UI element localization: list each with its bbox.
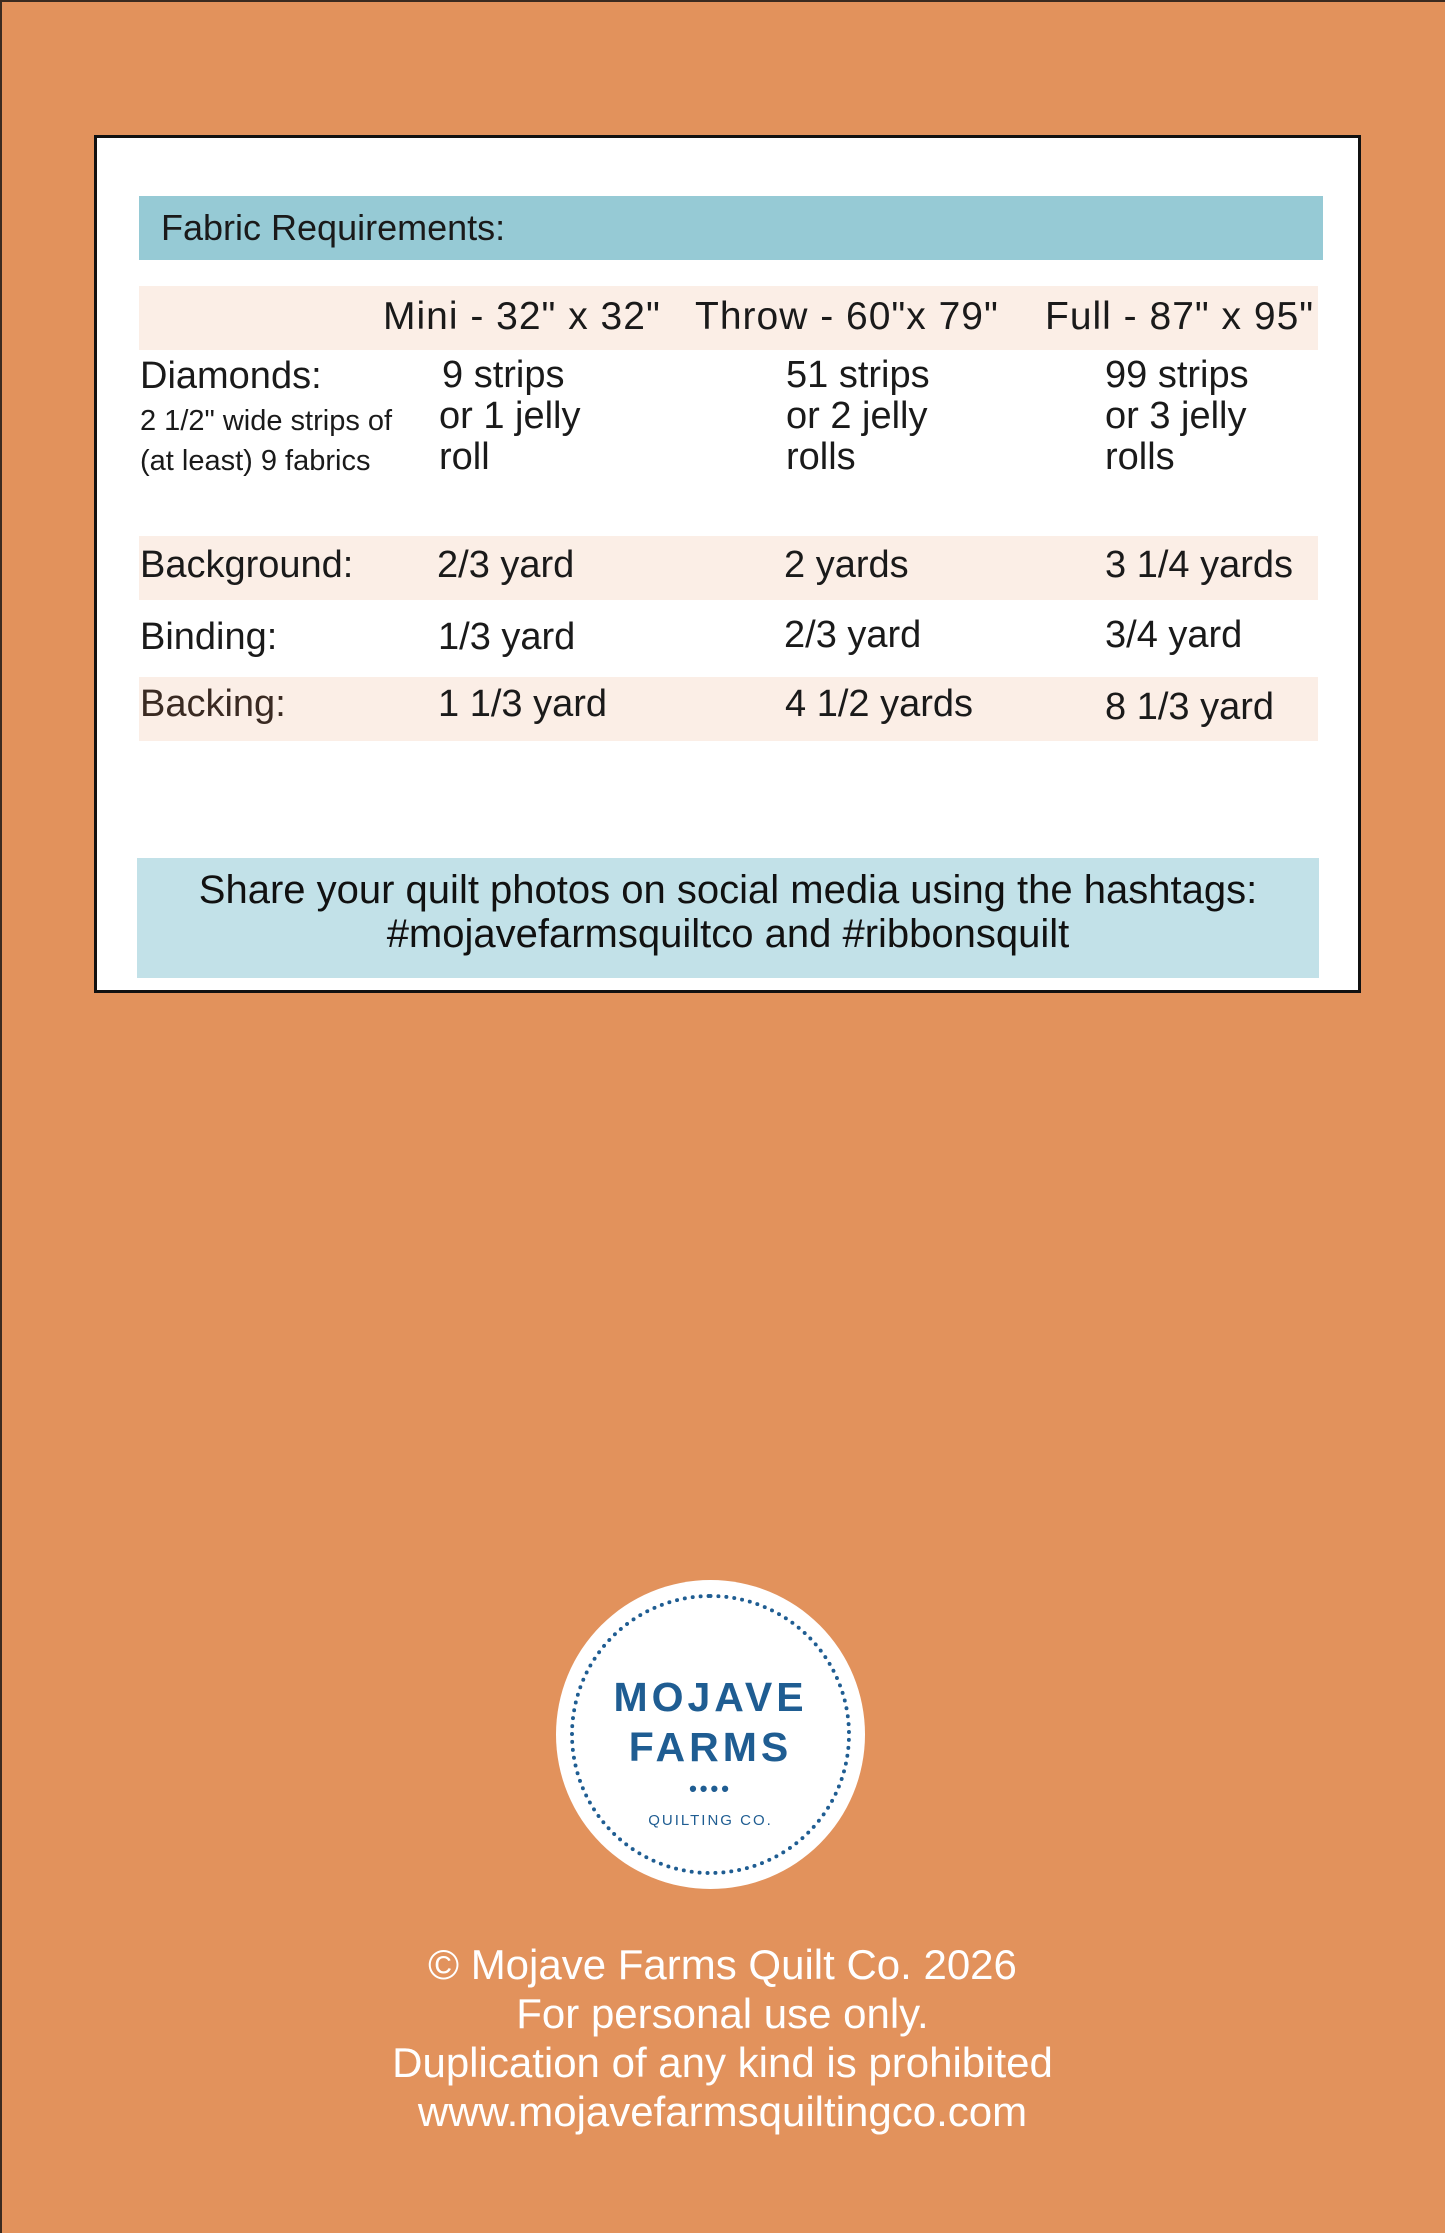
diamonds-sublabel: 2 1/2" wide strips of (at least) 9 fabrics — [140, 405, 393, 477]
diamonds-mini-line3: roll — [439, 436, 490, 478]
footer-copyright: © Mojave Farms Quilt Co. 2026 — [428, 1941, 1017, 1988]
diamonds-throw-line3: rolls — [786, 436, 856, 478]
share-line-2: #mojavefarmsquiltco and #ribbonsquilt — [386, 912, 1070, 956]
background-mini: 2/3 yard — [437, 544, 575, 586]
binding-throw: 2/3 yard — [784, 614, 922, 656]
binding-row — [139, 608, 1318, 672]
binding-label: Binding: — [140, 616, 278, 658]
footer-personal-use: For personal use only. — [516, 1990, 929, 2037]
mojave-farms-logo — [556, 1580, 865, 1889]
page-edge-left — [0, 0, 2, 2233]
footer — [0, 1940, 1445, 2136]
diamonds-mini-line2: or 1 jelly — [439, 395, 581, 437]
fabric-requirements-card — [94, 135, 1361, 993]
backing-row — [139, 677, 1318, 741]
share-hashtags-banner — [137, 858, 1319, 978]
background-row — [139, 536, 1318, 600]
size-throw: Throw - 60"x 79" — [695, 295, 999, 338]
background-full: 3 1/4 yards — [1105, 544, 1293, 586]
size-mini: Mini - 32" x 32" — [383, 295, 661, 338]
logo-dots: •••• — [689, 1776, 732, 1801]
diamonds-full-line3: rolls — [1105, 436, 1175, 478]
share-line-1: Share your quilt photos on social media using the hashtags: — [198, 868, 1258, 912]
fabric-requirements-header: Fabric Requirements: — [139, 196, 1323, 260]
logo-line-quilting-co: QUILTING CO. — [648, 1812, 773, 1829]
footer-duplication: Duplication of any kind is prohibited — [392, 2039, 1053, 2086]
size-full: Full - 87" x 95" — [1045, 295, 1315, 338]
binding-full: 3/4 yard — [1105, 614, 1243, 656]
logo-line-mojave: MOJAVE — [613, 1674, 808, 1720]
diamonds-throw-line2: or 2 jelly — [786, 395, 928, 437]
diamonds-throw-line1: 51 strips — [786, 354, 930, 396]
backing-mini: 1 1/3 yard — [438, 683, 607, 725]
backing-label: Backing: — [140, 683, 286, 725]
background-throw: 2 yards — [784, 544, 909, 586]
diamonds-label: Diamonds: — [140, 355, 322, 397]
diamonds-row — [139, 353, 1318, 521]
binding-mini: 1/3 yard — [438, 616, 576, 658]
page-edge-top — [0, 0, 1445, 2]
footer-website-link[interactable]: www.mojavefarmsquiltingco.com — [417, 2088, 1028, 2135]
size-header-row — [139, 286, 1318, 350]
backing-full: 8 1/3 yard — [1105, 686, 1274, 728]
diamonds-full-line1: 99 strips — [1105, 354, 1249, 396]
logo-line-farms: FARMS — [628, 1724, 793, 1770]
diamonds-mini-line1: 9 strips — [442, 354, 565, 396]
background-label: Background: — [140, 544, 354, 586]
backing-throw: 4 1/2 yards — [785, 683, 973, 725]
diamonds-full-line2: or 3 jelly — [1105, 395, 1247, 437]
